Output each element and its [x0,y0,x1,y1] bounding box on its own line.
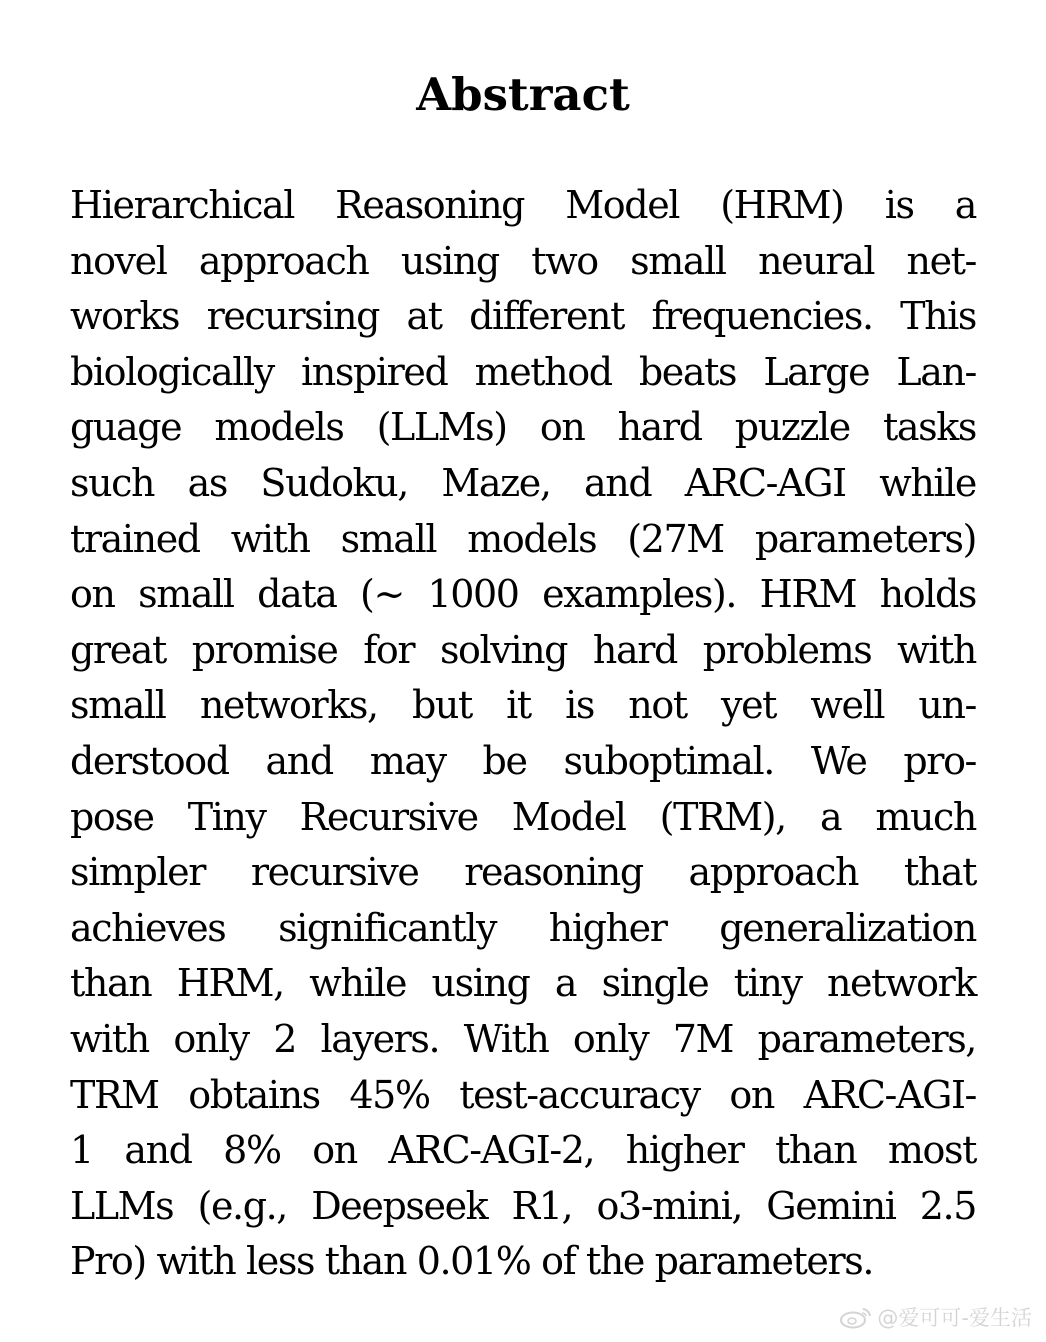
abstract-line: 1 and 8% on ARC-AGI-2, higher than most [70,1128,976,1173]
abstract-line: trained with small models (27M parameters) [70,516,976,561]
abstract-line: LLMs (e.g., Deepseek R1, o3-mini, Gemini 2.5 [70,1183,976,1228]
abstract-line: Pro) with less than 0.01% of the parameters. [70,1239,874,1284]
section-title: Abstract [416,68,630,121]
abstract-line: works recursing at different frequencies. This [70,294,976,339]
abstract-line: on small data (∼ 1000 examples). HRM holds [70,572,976,617]
watermark-text: @爱可可-爱生活 [877,1306,1032,1330]
abstract-line: TRM obtains 45% test-accuracy on ARC-AGI- [70,1072,976,1117]
abstract-line: pose Tiny Recursive Model (TRM), a much [70,794,976,839]
abstract-line: such as Sudoku, Maze, and ARC-AGI while [70,460,976,505]
abstract-line: great promise for solving hard problems with [70,627,976,672]
abstract-line: biologically inspired method beats Large Lan- [70,349,976,394]
abstract-line: small networks, but it is not yet well un- [70,683,976,728]
abstract-body [70,178,976,1290]
abstract-line: derstood and may be suboptimal. We pro- [70,738,976,783]
abstract-line: simpler recursive reasoning approach that [70,850,976,895]
weibo-logo-icon [839,1305,873,1329]
abstract-line: with only 2 layers. With only 7M parameters, [70,1016,976,1061]
abstract-line: Hierarchical Reasoning Model (HRM) is a [70,183,976,227]
watermark [839,1302,1032,1332]
abstract-line: guage models (LLMs) on hard puzzle tasks [70,405,976,450]
abstract-line: than HRM, while using a single tiny network [70,961,976,1006]
abstract-line: novel approach using two small neural net- [70,238,976,283]
abstract-line: achieves significantly higher generalization [70,905,976,950]
